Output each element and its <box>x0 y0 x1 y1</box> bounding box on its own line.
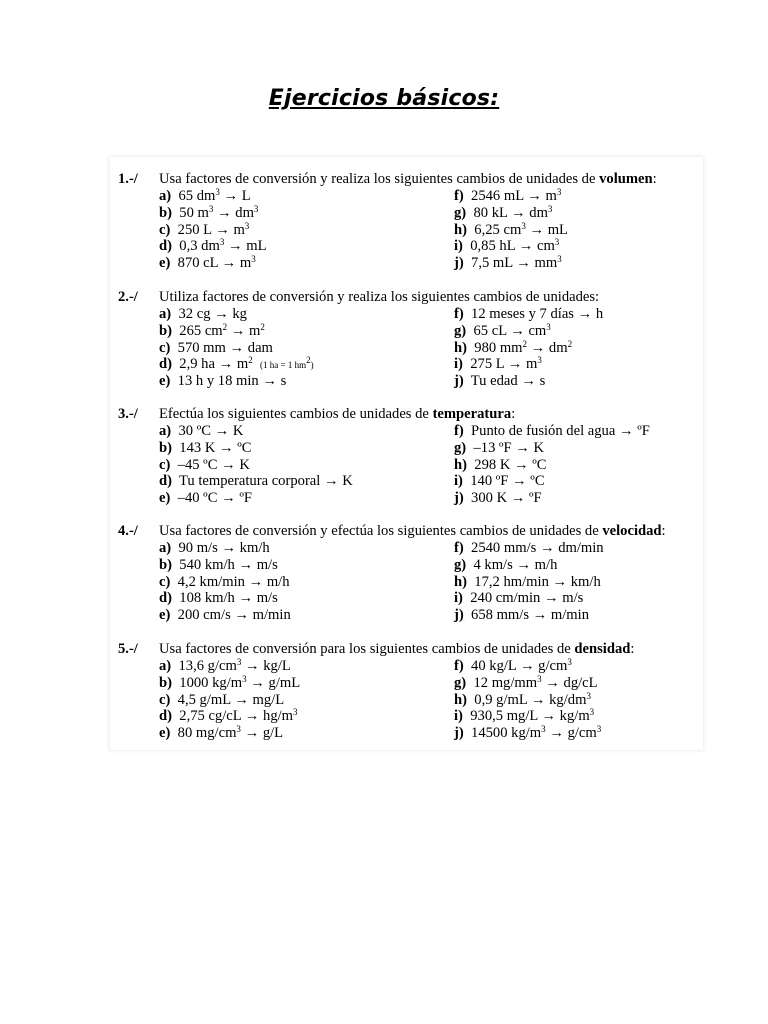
exercise-statement <box>118 523 701 540</box>
exercise-topic: velocidad <box>602 523 662 539</box>
item-text: 65 $dm^3 \to L$ <box>178 187 251 204</box>
exercise-item <box>159 607 291 624</box>
item-text: 108 km/h → m/s <box>179 590 278 607</box>
item-text: 6,25 $cm^3$ → mL <box>474 220 568 238</box>
item-text: 0,3 $dm^3$ → mL <box>179 237 267 255</box>
item-letter: h) <box>454 691 467 708</box>
exercise-item <box>159 205 258 222</box>
item-text: Punto de fusión del agua → ºF <box>471 423 650 439</box>
exercise-item <box>454 340 572 357</box>
exercise-item <box>159 423 243 440</box>
item-letter: a) <box>159 188 172 204</box>
exercise-statement <box>118 171 701 188</box>
exercise-item <box>454 440 544 457</box>
item-text: 2546 mL → $m^3$ <box>471 187 562 204</box>
item-letter: g) <box>454 556 467 573</box>
exercise-instruction: Usa factores de conversión y efectúa los siguientes cambios de unidades de velocidad: <box>159 523 666 539</box>
item-text: 658 mm/s → m/min <box>471 607 590 624</box>
exercise-item <box>454 373 545 390</box>
item-text: 65 cL → $cm^3$ <box>473 321 551 339</box>
item-text: 570 mm → dam <box>177 339 273 356</box>
item-text: 7,5 mL → $mm^3$ <box>471 254 562 272</box>
exercise-item <box>454 675 598 692</box>
item-letter: i) <box>454 590 463 607</box>
item-letter: e) <box>159 255 171 272</box>
item-letter: g) <box>454 204 467 221</box>
exercise-item <box>454 574 601 591</box>
item-letter: a) <box>159 306 172 322</box>
item-letter: f) <box>454 306 464 322</box>
exercise-item <box>159 323 265 340</box>
item-letter: e) <box>159 490 171 507</box>
item-letter: j) <box>454 255 464 272</box>
item-letter: i) <box>454 473 463 490</box>
exercise-block <box>118 406 701 507</box>
item-letter: e) <box>159 607 171 624</box>
item-text: 870 cL → $m^3$ <box>177 254 256 272</box>
item-note: (1 ha = 1 $hm^2$) <box>260 355 314 371</box>
exercise-number: 5.-/ <box>118 641 138 657</box>
item-letter: c) <box>159 456 171 473</box>
item-text: 250 $L \to m^3$ <box>177 220 250 238</box>
exercise-item <box>454 423 650 440</box>
item-text: 2,9 ha → $m^2$ <box>179 355 253 373</box>
exercise-item <box>454 490 542 507</box>
exercise-item <box>454 188 561 205</box>
item-letter: e) <box>159 725 171 742</box>
item-letter: b) <box>159 674 172 691</box>
item-text: 200 cm/s → m/min <box>177 607 291 624</box>
exercise-item <box>159 675 300 692</box>
item-text: 143 K → ºC <box>179 439 252 456</box>
exercise-item <box>159 574 290 591</box>
exercise-item <box>159 708 298 725</box>
item-text: 0,9 $g/mL \to kg/dm^3$ <box>474 690 591 708</box>
exercise-item <box>454 323 551 340</box>
item-text: 80 kL → $dm^3$ <box>473 203 553 221</box>
item-letter: a) <box>159 658 172 674</box>
item-letter: h) <box>454 573 467 590</box>
exercise-statement <box>118 406 701 423</box>
exercise-item <box>454 473 545 490</box>
item-letter: h) <box>454 221 467 238</box>
item-letter: b) <box>159 439 172 456</box>
item-letter: j) <box>454 725 464 742</box>
item-letter: c) <box>159 691 171 708</box>
item-text: 298 K → ºC <box>474 456 547 473</box>
exercise-item <box>454 306 603 323</box>
exercise-item <box>454 255 562 272</box>
item-text: 4,5 g/mL → mg/L <box>177 691 285 708</box>
item-letter: c) <box>159 573 171 590</box>
exercise-number: 1.-/ <box>118 171 138 187</box>
exercise-item <box>159 692 284 709</box>
exercise-item <box>159 373 286 390</box>
item-letter: b) <box>159 556 172 573</box>
item-text: 90 m/s → km/h <box>178 540 270 556</box>
item-text: 50 $m^3 \to dm^3$ <box>179 203 259 221</box>
item-letter: f) <box>454 540 464 556</box>
item-text: 12 $mg/mm^3 \to dg/cL$ <box>473 673 598 691</box>
exercise-block <box>118 523 701 624</box>
item-letter: a) <box>159 423 172 439</box>
item-text: 275 $L \to m^3$ <box>470 355 542 373</box>
item-text: 265 $cm^2 \to m^2$ <box>179 321 265 339</box>
exercise-item <box>454 708 594 725</box>
item-text: 13 h y 18 min → s <box>177 373 287 390</box>
item-text: 30 ºC → K <box>178 423 244 439</box>
item-text: Tu edad → s <box>470 373 546 390</box>
item-letter: g) <box>454 674 467 691</box>
item-letter: b) <box>159 204 172 221</box>
exercise-item <box>159 590 278 607</box>
exercise-item <box>159 557 278 574</box>
exercise-item <box>159 306 247 323</box>
item-letter: d) <box>159 708 172 725</box>
item-letter: e) <box>159 373 171 390</box>
item-text: 2540 mm/s → dm/min <box>471 540 604 556</box>
item-letter: j) <box>454 607 464 624</box>
exercise-number: 4.-/ <box>118 523 138 539</box>
exercise-instruction: Usa factores de conversión para los siguientes cambios de unidades de densidad: <box>159 641 635 657</box>
exercise-topic: temperatura <box>432 406 512 422</box>
item-letter: b) <box>159 322 172 339</box>
exercise-item <box>159 658 291 675</box>
item-text: 540 km/h → m/s <box>179 556 278 573</box>
exercise-instruction: Efectúa los siguientes cambios de unidades de temperatura: <box>159 406 516 422</box>
item-letter: j) <box>454 490 464 507</box>
item-text: 32 cg → kg <box>178 306 247 322</box>
exercise-statement <box>118 289 701 306</box>
item-text: 2,75 $cg/cL \to hg/m^3$ <box>179 707 298 725</box>
exercise-block <box>118 289 701 390</box>
item-letter: d) <box>159 238 172 255</box>
item-letter: f) <box>454 658 464 674</box>
item-text: 4,2 km/min → m/h <box>177 573 290 590</box>
item-letter: f) <box>454 423 464 439</box>
item-letter: i) <box>454 708 463 725</box>
exercise-item <box>159 540 270 557</box>
item-letter: d) <box>159 590 172 607</box>
exercise-item <box>454 658 572 675</box>
item-text: 4 km/s → m/h <box>473 556 558 573</box>
item-text: 240 cm/min → m/s <box>470 590 584 607</box>
exercise-number: 3.-/ <box>118 406 138 422</box>
item-text: 12 meses y 7 días → h <box>471 306 604 322</box>
item-letter: d) <box>159 356 172 373</box>
item-letter: a) <box>159 540 172 556</box>
exercise-statement <box>118 641 701 658</box>
page-title: Ejercicios básicos: <box>268 86 500 111</box>
exercise-item <box>159 255 256 272</box>
exercise-item <box>159 340 273 357</box>
exercise-item <box>159 356 314 374</box>
exercise-item <box>454 557 557 574</box>
item-text: 17,2 hm/min → km/h <box>474 573 601 590</box>
exercise-block <box>118 641 701 742</box>
item-letter: j) <box>454 373 464 390</box>
item-text: 0,85 hL → $cm^3$ <box>470 237 560 255</box>
item-letter: c) <box>159 221 171 238</box>
exercise-topic: densidad <box>574 641 631 657</box>
item-text: –13 ºF → K <box>473 439 545 456</box>
exercise-item <box>159 222 249 239</box>
exercise-instruction: Utiliza factores de conversión y realiza los siguientes cambios de unidades: <box>159 289 600 305</box>
item-letter: i) <box>454 356 463 373</box>
item-text: Tu temperatura corporal → K <box>179 473 353 490</box>
exercise-item <box>454 590 583 607</box>
exercise-item <box>159 725 283 742</box>
exercise-sheet <box>110 157 703 750</box>
exercise-item <box>454 692 591 709</box>
item-text: 14500 $kg/m^3 \to g/cm^3$ <box>471 724 602 742</box>
exercise-item <box>454 457 547 474</box>
item-text: 980 $mm^2 \to dm^2$ <box>474 338 573 356</box>
exercise-item <box>454 725 601 742</box>
item-letter: h) <box>454 339 467 356</box>
item-text: 140 ºF → ºC <box>470 473 545 490</box>
exercise-number: 2.-/ <box>118 289 138 305</box>
item-text: 40 $kg/L \to g/cm^3$ <box>471 657 572 674</box>
exercise-block <box>118 171 701 272</box>
item-text: 13,6 $g/cm^3 \to kg/L$ <box>178 657 291 674</box>
item-text: –40 ºC → ºF <box>177 490 252 507</box>
item-text: 1000 $kg/m^3 \to g/mL$ <box>179 673 301 691</box>
item-letter: c) <box>159 339 171 356</box>
exercise-item <box>159 473 353 490</box>
exercise-item <box>454 205 552 222</box>
item-text: –45 ºC → K <box>177 456 250 473</box>
item-letter: i) <box>454 238 463 255</box>
exercise-item <box>159 188 251 205</box>
exercise-item <box>159 440 252 457</box>
exercise-item <box>454 222 568 239</box>
exercise-item <box>454 238 559 255</box>
exercise-topic: volumen <box>599 171 653 187</box>
exercise-item <box>159 490 252 507</box>
item-text: 300 K → ºF <box>471 490 542 507</box>
exercise-item <box>454 540 604 557</box>
exercise-item <box>159 238 267 255</box>
item-letter: f) <box>454 188 464 204</box>
exercise-item <box>454 607 589 624</box>
item-letter: h) <box>454 456 467 473</box>
item-letter: d) <box>159 473 172 490</box>
item-letter: g) <box>454 322 467 339</box>
exercise-instruction: Usa factores de conversión y realiza los siguientes cambios de unidades de volumen: <box>159 171 657 187</box>
item-letter: g) <box>454 439 467 456</box>
exercise-item <box>454 356 542 373</box>
item-text: 930,5 $mg/L \to kg/m^3$ <box>470 707 595 725</box>
exercise-item <box>159 457 250 474</box>
item-text: 80 $mg/cm^3 \to g/L$ <box>177 724 284 742</box>
